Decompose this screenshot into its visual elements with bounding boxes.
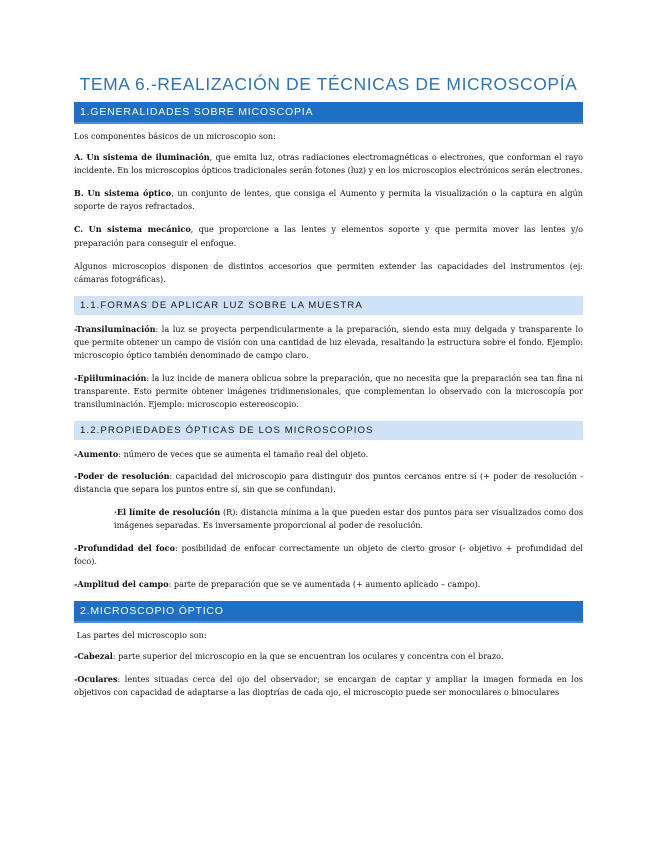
paragraph-aumento: -Aumento: número de veces que se aumenta el tamaño real del objeto.	[74, 449, 369, 460]
paragraph-poder-resolucion: -Poder de resolución: capacidad del microscopio para distinguir dos puntos cercanos entre sí (+ poder de resolución - distancia que separa los puntos entre sí, sin que se confundan).	[74, 470, 583, 494]
paragraph-accesorios: Algunos microscopios disponen de distintos accesorios que permiten extender las capacidades del instrumentos (ej: cámaras fotográficas).	[74, 260, 583, 284]
paragraph-limite-resolucion: ·El límite de resolución (R): distancia mínima a la que pueden estar dos puntos para ser visualizados como dos imágenes separadas. Es inversamente proporcional al poder de resolución.	[114, 506, 583, 530]
paragraph-intro: Los componentes básicos de un microscopio son:	[74, 131, 276, 141]
paragraph-mecanico: C. Un sistema mecánico, que proporcione a las lentes y elementos soporte y que permita mover las lentes y/o preparación para conseguir el enfoque.	[74, 224, 583, 248]
document-title: TEMA 6.-REALIZACIÓN DE TÉCNICAS DE MICROSCOPÍA	[79, 74, 578, 94]
paragraph-amplitud-campo: -Amplitud del campo: parte de preparación que se ve aumentada (+ aumento aplicado – campo).	[74, 579, 481, 590]
paragraph-cabezal: -Cabezal: parte superior del microscopio en la que se encuentran los oculares y concentra con el brazo.	[74, 651, 504, 662]
paragraph-oculares: -Oculares: lentes situadas cerca del ojo del observador; se encargan de captar y ampliar la imagen formada en los objetivos con capacidad de adaptarse a las dioptrías de cada ojo, el microscopio puede ser monoculares o binoculares	[74, 674, 583, 698]
paragraph-epiiluminacion: -Epiiluminación: la luz incide de manera oblicua sobre la preparación, que no necesita que la preparación sea tan fina ni transparente. Esto permite obtener imágenes tridimensionales, que complementan lo observado con la microscopía por transiluminación. Ejemplo: microscopio estereoscopio.	[74, 373, 583, 410]
paragraph-iluminacion: A. Un sistema de iluminación, que emita luz, otras radiaciones electromagnéticas o electrones, que conforman el rayo incidente. En los microscopios ópticos tradicionales serán fotones (luz) y en los microscopios electrónicos serán electrones.	[74, 152, 583, 176]
section-heading-microscopio-optico: 2.MICROSCOPIO ÓPTICO	[74, 601, 583, 621]
paragraph-optico: B. Un sistema óptico, un conjunto de lentes, que consiga el Aumento y permita la visualización o la captura en algún soporte de rayos refractados.	[74, 188, 583, 212]
paragraph-transiluminacion: -Transiluminación: la luz se proyecta perpendicularmente a la preparación, siendo esta muy delgada y transparente lo que permite obtener un campo de visión con una cantidad de luz elevada, resaltando la estructura sobre el fondo. Ejemplo: microscopio óptico también denominado de campo claro.	[74, 323, 583, 361]
paragraph-profundidad-foco: -Profundidad del foco: posibilidad de enfocar correctamente un objeto de cierto grosor (- objetivo + profundidad del foco).	[74, 542, 583, 566]
section-heading-propiedades: 1.2.PROPIEDADES ÓPTICAS DE LOS MICROSCOPIOS	[74, 421, 583, 440]
section-heading-generalidades: 1.GENERALIDADES SOBRE MICOSCOPIA	[74, 102, 583, 122]
section-heading-formas-luz: 1.1.FORMAS DE APLICAR LUZ SOBRE LA MUESTRA	[74, 296, 583, 315]
paragraph-partes-intro: Las partes del microscopio son:	[76, 630, 207, 641]
